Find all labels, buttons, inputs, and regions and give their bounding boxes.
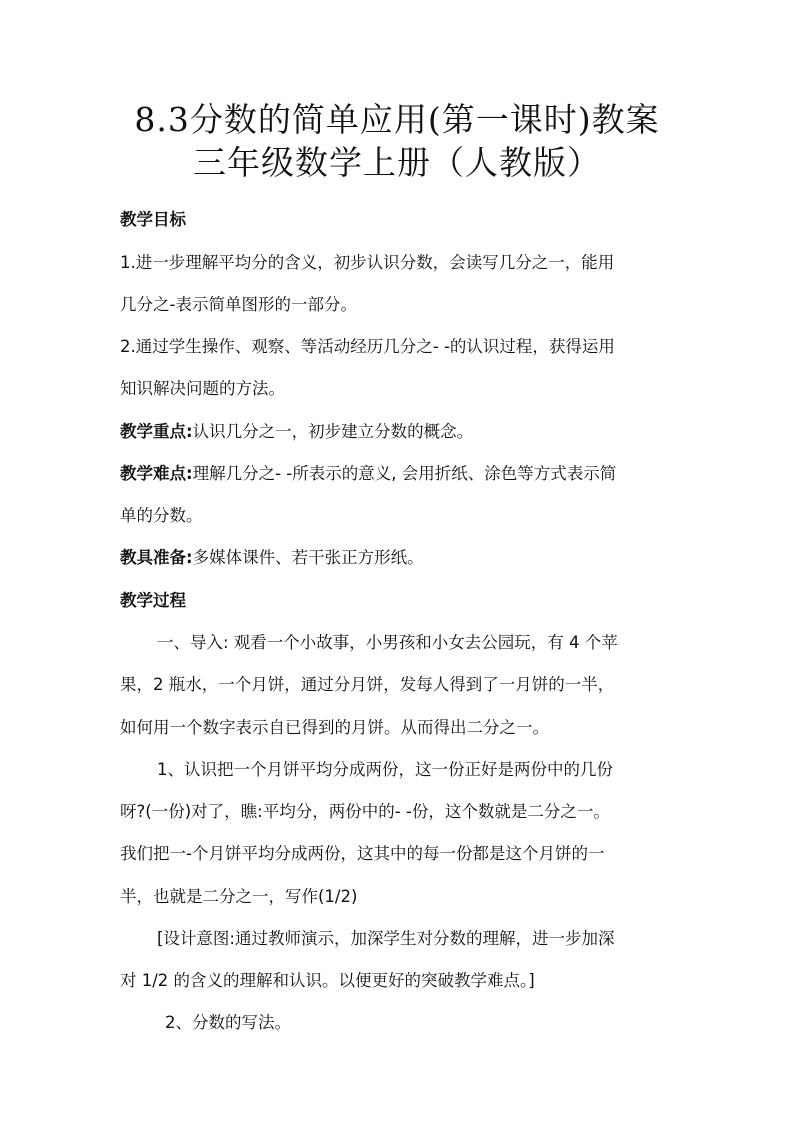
section-2-heading: 2、分数的写法。 — [165, 1013, 291, 1032]
key-point-label: 教学重点: — [120, 422, 193, 441]
design-note-line-1: [设计意图:通过教师演示，加深学生对分数的理解，进一步加深 — [157, 929, 615, 948]
document-title-line2: 三年级数学上册（人教版） — [193, 143, 601, 182]
document-title-line1: 8.3分数的简单应用(第一课时)教案 — [134, 100, 660, 139]
key-point — [120, 420, 680, 444]
section-1-line-3: 我们把一-个月饼平均分成两份，这其中的每一份都是这个月饼的一 — [120, 844, 605, 863]
goal-1-line-1: 1.进一步理解平均分的含义，初步认识分数，会读写几分之一，能用 — [120, 253, 615, 272]
goal-2-line-2: 知识解决问题的方法。 — [120, 379, 285, 398]
section-1-line-1: 1、认识把一个月饼平均分成两份，这一份正好是两份中的几份 — [157, 760, 613, 779]
key-point-text: 认识几分之一，初步建立分数的概念。 — [192, 422, 474, 441]
design-note-line-2: 对 1/2 的含义的理解和认识。以便更好的突破教学难点。] — [120, 971, 535, 990]
section-1-line-4: 半，也就是二分之一，写作(1/2) — [120, 887, 358, 906]
goal-2-line-1: 2.通过学生操作、观察、等活动经历几分之- -的认识过程，获得运用 — [120, 337, 615, 356]
intro-line-2: 果，2 瓶水，一个月饼，通过分月饼，发每人得到了一月饼的一半， — [120, 675, 615, 694]
process-heading: 教学过程 — [120, 591, 186, 610]
teaching-aids-label: 教具准备: — [120, 548, 193, 567]
goal-1-line-2: 几分之-表示简单图形的一部分。 — [120, 295, 357, 314]
difficulty — [120, 462, 680, 486]
intro-line-1: 一、导入: 观看一个小故事，小男孩和小女去公园玩，有 4 个苹 — [157, 633, 618, 652]
section-1-line-2: 呀?(一份)对了，瞧:平均分，两份中的- -份，这个数就是二分之一。 — [120, 802, 610, 821]
difficulty-text: 理解几分之- -所表示的意义, 会用折纸、涂色等方式表示简 — [192, 464, 617, 483]
intro-line-3: 如何用一个数字表示自已得到的月饼。从而得出二分之一。 — [120, 718, 549, 737]
difficulty-line-2: 单的分数。 — [120, 506, 203, 525]
teaching-aids — [120, 546, 680, 570]
difficulty-label: 教学难点: — [120, 464, 193, 483]
goals-heading: 教学目标 — [120, 210, 186, 229]
teaching-aids-text: 多媒体课件、若干张正方形纸。 — [192, 548, 424, 567]
